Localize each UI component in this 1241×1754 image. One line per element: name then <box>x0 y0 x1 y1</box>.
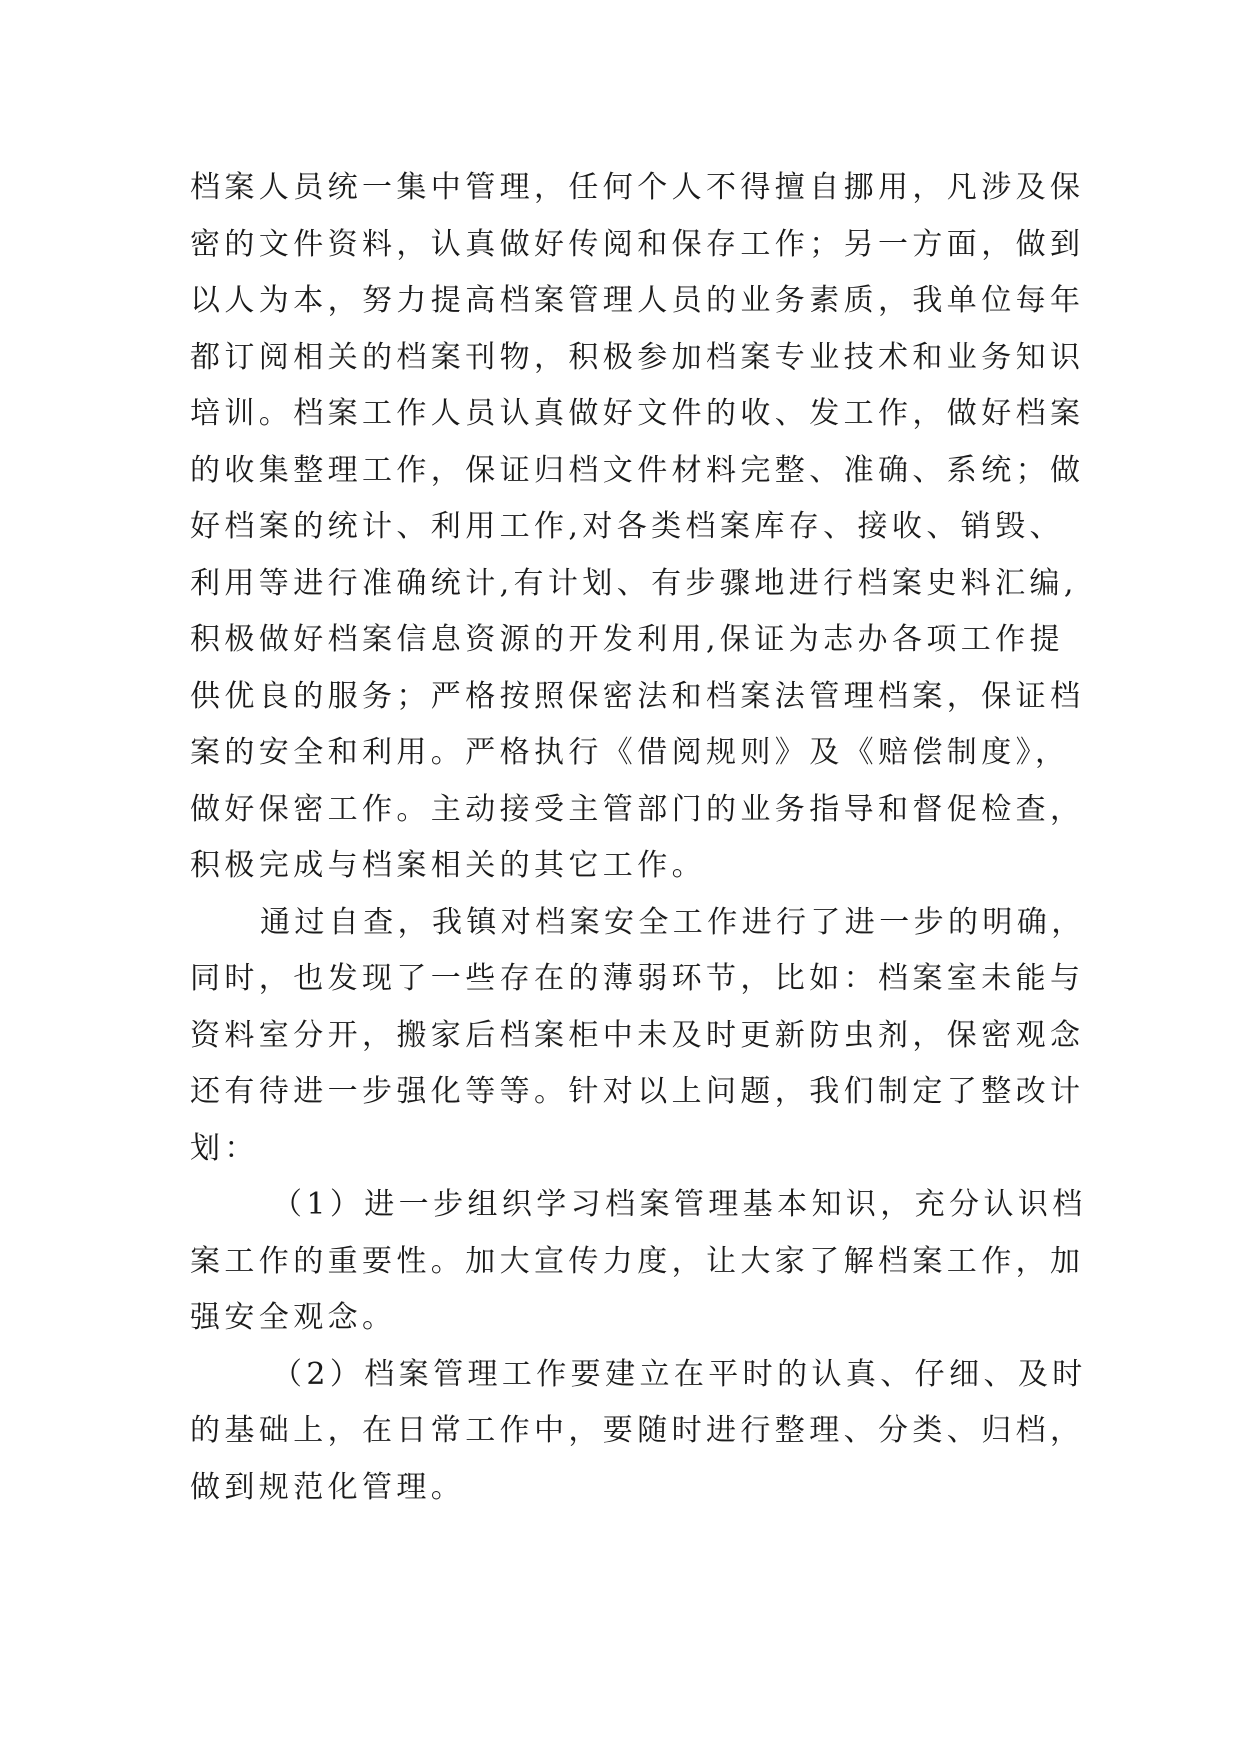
text-line: 供优良的服务；严格按照保密法和档案法管理档案，保证档 <box>190 678 1085 714</box>
text-line: 划： <box>190 1130 259 1166</box>
paragraph-start-line: 通过自查，我镇对档案安全工作进行了进一步的明确， <box>260 904 1086 940</box>
text-line: 培训。档案工作人员认真做好文件的收、发工作，做好档案 <box>190 396 1085 431</box>
text-line: 的收集整理工作，保证归档文件材料完整、准确、系统；做 <box>190 452 1085 488</box>
text-line: 案工作的重要性。加大宣传力度，让大家了解档案工作，加 <box>190 1243 1085 1279</box>
text-line: 资料室分开，搬家后档案柜中未及时更新防虫剂，保密观念 <box>190 1017 1085 1053</box>
text-line: 档案人员统一集中管理，任何个人不得擅自挪用，凡涉及保 <box>190 170 1085 205</box>
document-body <box>190 160 1087 1516</box>
text-line: 强安全观念。 <box>190 1300 397 1335</box>
text-line: 还有待进一步强化等等。针对以上问题，我们制定了整改计 <box>190 1074 1085 1109</box>
list-item-1-start-line: （1）进一步组织学习档案管理基本知识，充分认识档 <box>272 1187 1087 1222</box>
text-line: 密的文件资料，认真做好传阅和保存工作；另一方面，做到 <box>190 226 1085 262</box>
text-line: 好档案的统计、利用工作,对各类档案库存、接收、销毁、 <box>190 509 1064 544</box>
text-line: 同时，也发现了一些存在的薄弱环节，比如：档案室未能与 <box>190 961 1085 996</box>
list-item-2-start-line: （2）档案管理工作要建立在平时的认真、仔细、及时 <box>272 1356 1087 1392</box>
text-line: 的基础上，在日常工作中，要随时进行整理、分类、归档， <box>190 1413 1085 1448</box>
text-line: 做到规范化管理。 <box>190 1469 466 1505</box>
text-line: 积极完成与档案相关的其它工作。 <box>190 848 706 883</box>
text-line: 案的安全和利用。严格执行《借阅规则》及《赔偿制度》， <box>190 735 1070 770</box>
text-line: 利用等进行准确统计,有计划、有步骤地进行档案史料汇编, <box>190 565 1078 601</box>
text-line: 积极做好档案信息资源的开发利用,保证为志办各项工作提 <box>190 622 1064 657</box>
text-line: 做好保密工作。主动接受主管部门的业务指导和督促检查， <box>190 791 1085 827</box>
text-line: 以人为本，努力提高档案管理人员的业务素质，我单位每年 <box>190 283 1085 318</box>
text-line: 都订阅相关的档案刊物，积极参加档案专业技术和业务知识 <box>190 339 1085 375</box>
